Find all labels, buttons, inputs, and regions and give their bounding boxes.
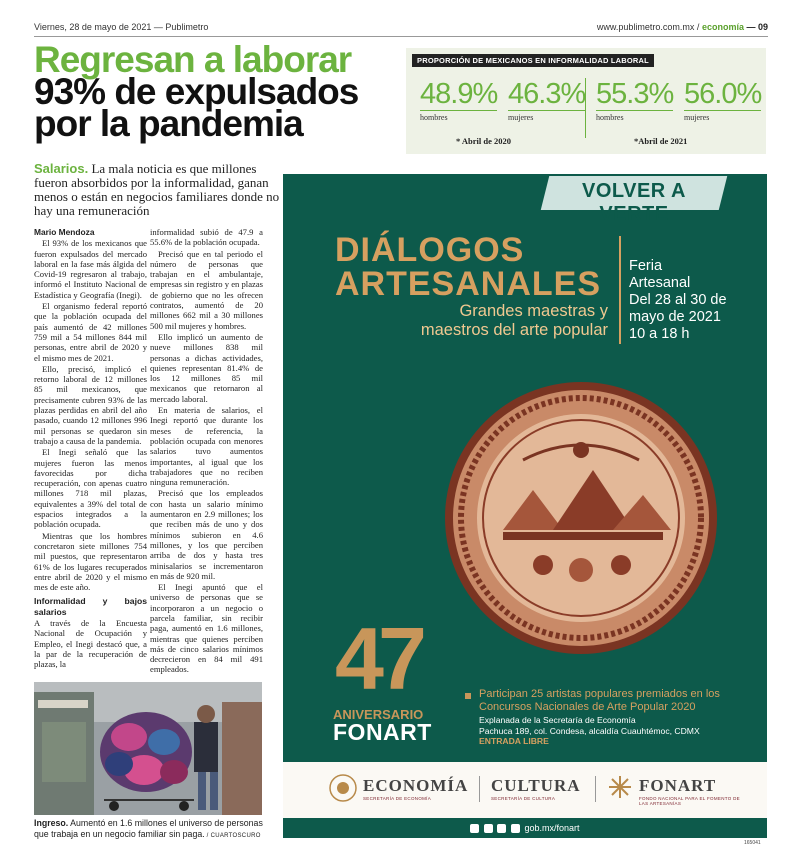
venue-info: [479, 715, 749, 747]
facebook-icon[interactable]: [470, 824, 479, 833]
stat-label: mujeres: [684, 113, 710, 122]
paragraph: Precisó que los empleados con hasta un salario mínimo aumentaron en 2.9 millones; los que reciben más de uno y dos mínimos subieron en 4.6 millones, y los que perciben arriba de dos y hasta tres minisalarios se incrementaron en más de 920 mil.: [150, 488, 263, 581]
fonart-star-icon: [607, 774, 633, 800]
stat-value: 48.9%: [420, 78, 498, 110]
paragraph: El Inegi señaló que las mujeres fueron las menos favorecidas por dicha recuperación, con apenas cuatro millones 718 mil plazas, equivalentes a 39% del total de espacios integrados a la población ocupada.: [34, 447, 147, 530]
paragraph: El Inegi apuntó que el universo de personas que se incorporaron a un negocio o parcela familiar, sin recibir paga, aumentó en 1.6 millones, mientras que quienes perciben más de cinco salarios mínimos decrecieron en 84 mil 491 empleados.: [150, 582, 263, 675]
article-column-2: [150, 227, 263, 676]
logo-text: ECONOMÍA: [363, 776, 469, 795]
economia-logo: [331, 776, 468, 801]
photo-caption: [34, 818, 266, 842]
instagram-icon[interactable]: [497, 824, 506, 833]
sponsor-logos-strip: [283, 762, 767, 818]
venue-line-1: Explanada de la Secretaría de Economía: [479, 715, 636, 725]
stat-value: 55.3%: [596, 78, 674, 110]
stat-2021-men: [596, 78, 681, 122]
section-name[interactable]: economía: [701, 22, 744, 32]
logo-subtext: SECRETARÍA DE CULTURA: [491, 796, 556, 801]
paragraph: A través de la Encuesta Nacional de Ocupación y Empleo, el Inegi destacó que, a la par de la recuperación de plazas, la: [34, 617, 147, 670]
photo-credit: / CUARTOSCURO: [204, 833, 261, 839]
subhead: Informalidad y bajos salarios: [34, 596, 147, 617]
event-line: 10 a 18 h: [629, 326, 690, 342]
event-line: Del 28 al 30 de: [629, 292, 727, 308]
youtube-icon[interactable]: [511, 824, 520, 833]
anniversary-number: 47: [335, 609, 421, 708]
event-line: Feria: [629, 258, 663, 274]
ad-divider: [619, 236, 621, 344]
stat-label: mujeres: [508, 113, 534, 122]
paragraph: Ello implicó un aumento de nueve millones 838 mil personas a dichas actividades, quienes representan 81.4% de los 12 millones 85 mil mexicanos que retornaron al mercado laboral.: [150, 331, 263, 404]
stat-value: 46.3%: [508, 78, 586, 110]
venue-line-2: Pachuca 189, col. Condesa, alcaldía Cuauhtémoc, CDMX: [479, 725, 700, 736]
ad-subtitle-line-1: Grandes maestras y: [459, 302, 608, 320]
paragraph: El organismo federal reportó que la población ocupada del país aumentó de 42 millones 759 mil a 54 millones 844 mil personas, entre abril de 2020 y el mismo mes de 2021.: [34, 301, 147, 363]
stats-divider: [585, 78, 586, 138]
page-number: — 09: [746, 22, 768, 32]
event-details: [629, 258, 759, 343]
fonart-advertisement[interactable]: [283, 174, 767, 838]
lead-paragraph: [34, 162, 282, 218]
headline-line-1: Regresan a laborar: [34, 39, 352, 80]
caption-text: Aumentó en 1.6 millones el universo de personas que trabaja en un negocio familiar sin paga.: [34, 818, 263, 839]
twitter-icon[interactable]: [484, 824, 493, 833]
stat-label: hombres: [420, 113, 448, 122]
lead-kicker: Salarios.: [34, 161, 89, 176]
bullet-square: [465, 693, 471, 699]
header-divider: [34, 36, 768, 37]
site-url[interactable]: www.publimetro.com.mx /: [596, 22, 700, 32]
event-line: Artesanal: [629, 275, 691, 291]
paragraph: En materia de salarios, el Inegi reportó que durante los meses de referencia, la población ocupada con menores salarios tuvo aumentos importantes, al igual que los trabajadores que no reciben ninguna remuneración.: [150, 405, 263, 488]
byline: Mario Mendoza: [34, 227, 95, 237]
cultura-logo: [491, 776, 581, 801]
participants-info: Participan 25 artistas populares premiados en los Concursos Nacionales de Arte Popular 2020: [479, 688, 720, 713]
paragraph: Precisó que en tal periodo el número de personas que trabajan en el ambulantaje, empresas sin registro y en plazas de gobierno que no les ofrecen contratos, aumentó de 20 millones 662 mil a 30 millones 500 mil mujeres y hombres.: [150, 248, 263, 331]
ad-subtitle-line-2: maestros del arte popular: [420, 321, 608, 339]
headline-line-2: 93% de expulsados: [34, 71, 359, 112]
informality-stats-box: [406, 48, 766, 154]
stat-value: 56.0%: [684, 78, 762, 110]
fonart-logo: [607, 776, 749, 806]
date-line: Viernes, 28 de mayo de 2021 — Publimetro: [34, 22, 209, 32]
stat-2020-men: [420, 78, 505, 122]
logo-text: CULTURA: [491, 776, 581, 795]
paragraph: Mientras que los hombres concretaron siete millones 754 mil puestos, que representaron 61% de los lugares recuperados entre abril de 2020 y el mismo mes de este año.: [34, 530, 147, 593]
page-header: [34, 20, 768, 36]
paragraph: Ello, precisó, implicó el retorno laboral de 12 millones 85 mil mexicanos, que precisamente cubren 93% de las plazas perdidas en abril del año pasado, cuando 12 millones 996 mil personas se quedaron sin trabajo a causa de la pandemia.: [34, 363, 147, 446]
photo-illustration: [34, 682, 262, 815]
ad-title-line-2: ARTESANALES: [335, 265, 602, 303]
lead-text: La mala noticia es que millones fueron absorbidos por la informalidad, ganan menos o están en negocios familiares donde no hay una remuneración: [34, 161, 280, 218]
anniversary-brand: FONART: [333, 719, 432, 745]
article-column-1: [34, 227, 147, 670]
banner-text: VOLVER A VERTE: [581, 180, 686, 225]
stat-2020-women: [508, 78, 593, 122]
headline: [34, 39, 399, 144]
logo-separator: [479, 776, 480, 802]
decorated-plate-illustration: [443, 380, 719, 656]
logo-subtext: FONDO NACIONAL PARA EL FOMENTO DE LAS ARTESANÍAS: [639, 796, 740, 806]
free-entry: ENTRADA LIBRE: [479, 736, 549, 746]
eagle-seal-icon: [329, 774, 357, 802]
logo-separator: [595, 776, 596, 802]
paragraph: informalidad subió de 47.9 a 55.6% de la población ocupada.: [150, 227, 263, 248]
event-line: mayo de 2021: [629, 309, 721, 325]
social-links[interactable]: [283, 818, 767, 838]
ad-code: 165041: [744, 840, 761, 846]
ad-title-line-1: DIÁLOGOS: [335, 231, 525, 269]
logo-subtext: SECRETARÍA DE ECONOMÍA: [363, 796, 432, 801]
period-2021: *Abril de 2021: [634, 136, 688, 146]
stats-title: PROPORCIÓN DE MEXICANOS EN INFORMALIDAD LABORAL: [412, 54, 654, 67]
logo-text: FONART: [639, 776, 717, 795]
header-right: [597, 22, 768, 32]
anniversary-label: ANIVERSARIO: [333, 707, 424, 722]
street-vendor-photo: [34, 682, 262, 815]
caption-kicker: Ingreso.: [34, 818, 69, 828]
paragraph: El 93% de los mexicanos que fueron expulsados del mercado laboral en la fase más álgida del Covid-19 regresaron al trabajo, informó el Instituto Nacional de Estadística y Geografía (Inegi).: [34, 238, 147, 300]
social-url[interactable]: gob.mx/fonart: [524, 823, 580, 833]
stat-label: hombres: [596, 113, 624, 122]
period-2020: * Abril de 2020: [456, 136, 512, 146]
headline-line-3: por la pandemia: [34, 103, 303, 144]
stat-2021-women: [684, 78, 769, 122]
